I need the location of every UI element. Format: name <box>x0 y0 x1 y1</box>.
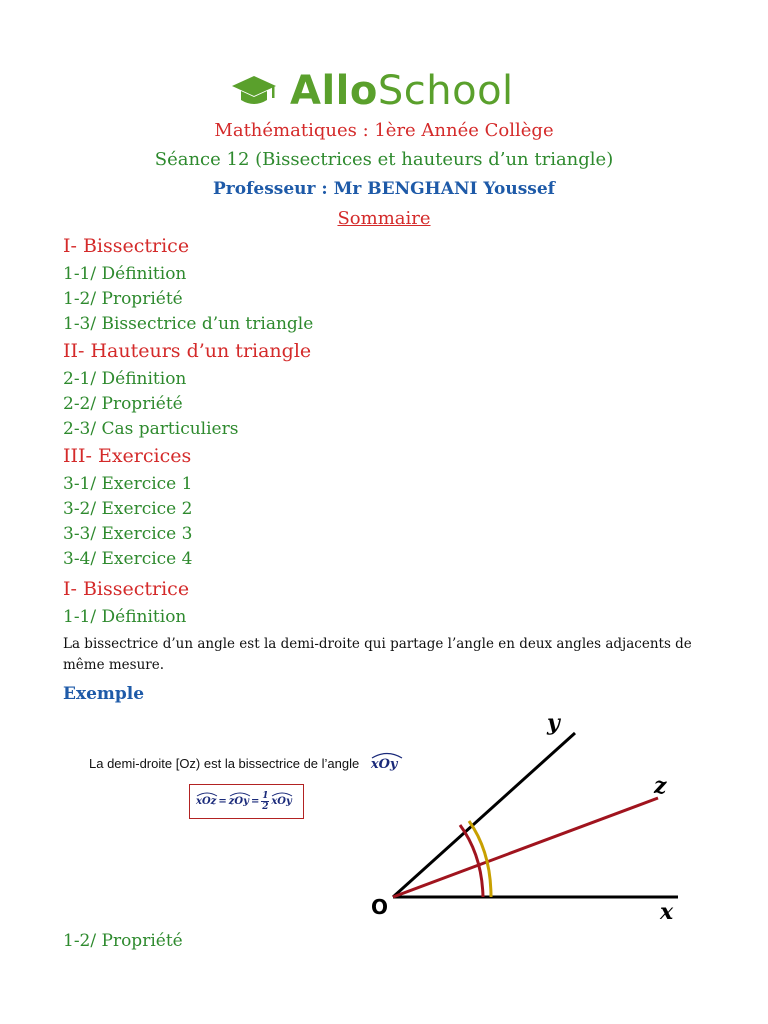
summary-title: Sommaire <box>337 208 431 229</box>
summary-item-s3-4[interactable]: 3-4/ Exercice 4 <box>63 549 193 569</box>
teacher-name: Professeur : Mr BENGHANI Youssef <box>213 179 555 199</box>
example-caption <box>89 756 398 772</box>
summary-item-s1-3[interactable]: 1-3/ Bissectrice d’un triangle <box>63 314 314 334</box>
summary-item-s2-3[interactable]: 2-3/ Cas particuliers <box>63 419 239 439</box>
formula-angle-a: xOz <box>196 796 217 807</box>
formula-angle-b: zOy <box>228 796 249 807</box>
summary-item-s2[interactable]: II- Hauteurs d’un triangle <box>63 340 312 362</box>
summary-item-s3-1[interactable]: 3-1/ Exercice 1 <box>63 474 193 494</box>
subsection-heading: 1-1/ Définition <box>63 607 187 627</box>
course-title: Mathématiques : 1ère Année Collège <box>214 120 554 141</box>
summary-item-s1[interactable]: I- Bissectrice <box>63 235 190 257</box>
formula-numerator: 1 <box>262 791 269 801</box>
bisector-diagram <box>360 700 700 930</box>
example-caption-text: La demi-droite [Oz) est la bissectrice de l’angle <box>89 756 360 771</box>
summary-item-s2-1[interactable]: 2-1/ Définition <box>63 369 187 389</box>
formula-denominator: 2 <box>262 802 269 812</box>
ray-oy <box>393 733 575 897</box>
logo-brand-light: School <box>377 68 514 114</box>
angle-hat-icon <box>271 791 293 797</box>
alloschool-logo <box>230 68 514 114</box>
section-heading: I- Bissectrice <box>63 578 190 600</box>
label-x: x <box>660 899 674 925</box>
angle-hat-icon <box>229 791 251 797</box>
angle-arc-inner <box>469 821 491 897</box>
next-subsection-heading: 1-2/ Propriété <box>63 931 183 951</box>
example-label: Exemple <box>63 684 145 704</box>
graduation-cap-icon <box>230 74 278 108</box>
summary-item-s1-1[interactable]: 1-1/ Définition <box>63 264 187 284</box>
formula-box: xOz = zOy = 1 2 xOy <box>189 784 304 819</box>
angle-hat-icon <box>196 791 218 797</box>
summary-item-s2-2[interactable]: 2-2/ Propriété <box>63 394 183 414</box>
logo-brand-bold: Allo <box>290 68 378 114</box>
label-y: y <box>547 710 560 736</box>
label-o: O <box>371 895 389 919</box>
formula-angle-c: xOy <box>271 796 292 807</box>
summary-item-s3-2[interactable]: 3-2/ Exercice 2 <box>63 499 193 519</box>
caption-angle-label: xOy <box>370 757 398 772</box>
summary-item-s1-2[interactable]: 1-2/ Propriété <box>63 289 183 309</box>
summary-item-s3[interactable]: III- Exercices <box>63 445 192 467</box>
angle-arc-outer <box>460 825 483 897</box>
ray-oz-bisector <box>393 798 658 897</box>
definition-text: La bissectrice d’un angle est la demi-droite qui partage l’angle en deux angles adjacents de même mesure. <box>63 636 692 673</box>
label-z: z <box>654 773 667 799</box>
session-title: Séance 12 (Bissectrices et hauteurs d’un triangle) <box>154 149 614 170</box>
summary-item-s3-3[interactable]: 3-3/ Exercice 3 <box>63 524 193 544</box>
